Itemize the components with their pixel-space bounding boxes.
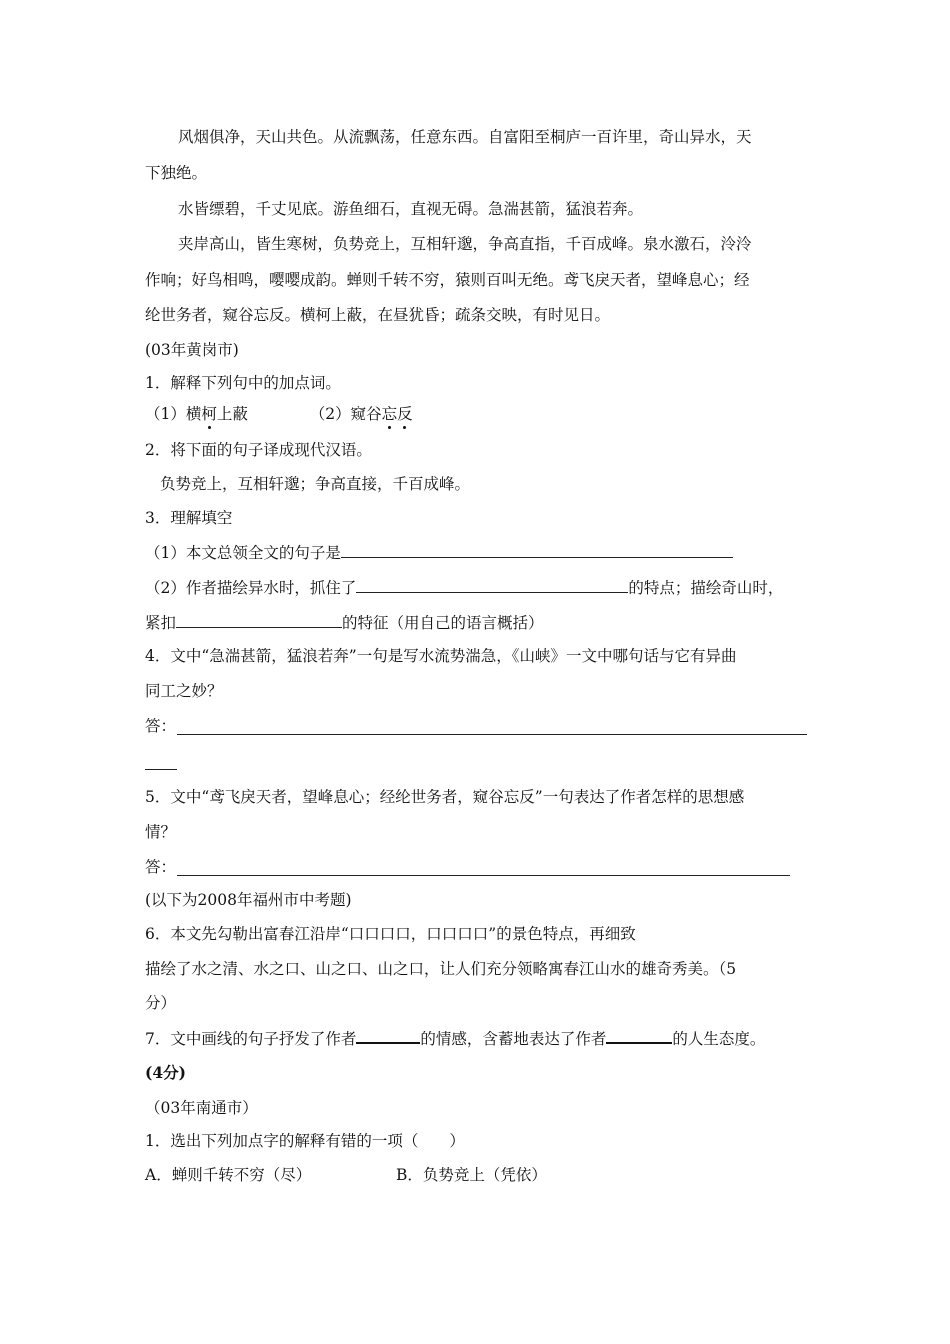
q3-item2-blank1[interactable] [356,577,628,593]
q3-item2-blank2[interactable] [176,612,342,628]
q2-sentence: 负势竞上，互相轩邈；争高直接，千百成峰。 [160,475,471,493]
q7-line [145,1027,765,1049]
q3-item1-text: （1）本文总领全文的句子是 [145,544,341,562]
q4-line2: 同工之妙？ [145,682,223,700]
passage-p3-line2: 作响；好鸟相鸣，嘤嘤成韵。蝉则千转不穷，猿则百叫无绝。鸢飞戾天者，望峰息心；经 [145,271,750,289]
q6-line2: 描绘了水之清、水之口、山之口、山之口，让人们充分领略寓春江山水的雄奇秀美。（5 [145,960,737,978]
q5-line1: 5．文中“鸢飞戾天者，望峰息心；经纶世务者，窥谷忘反”一句表达了作者怎样的思想感 [145,788,745,806]
q5-line2: 情？ [145,823,177,841]
passage-p1-line1: 风烟俱净，天山共色。从流飘荡，任意东西。自富阳至桐庐一百许里，奇山异水，天 [178,128,752,146]
q1-item-a-dotted: 柯 [201,405,217,423]
q3-item2-text-d: 的特征（用自己的语言概括） [342,614,544,632]
q6-line1: 6．本文先勾勒出富春江沿岸“口口口口，口口口口”的景色特点，再细致 [145,925,636,943]
q3-item2-text-a: （2）作者描绘异水时，抓住了 [145,579,357,597]
q6-line3: 分） [145,994,177,1012]
s3-q1-heading: 1．选出下列加点字的解释有错的一项（ ） [145,1132,465,1150]
q4-answer-line[interactable] [177,734,807,735]
section3-source: （03年南通市） [145,1099,258,1117]
s3-q1-option-b[interactable]: B．负势竞上（凭依） [396,1166,547,1184]
passage-p3-line1: 夹岸高山，皆生寒树，负势竞上，互相轩邈，争高直指，千百成峰。泉水激石，泠泠 [178,235,752,253]
q3-item1 [145,542,733,563]
q1-item-a-post: 上蔽 [216,405,248,423]
q2-heading: 2．将下面的句子译成现代汉语。 [145,441,372,459]
q7-text-c: 的人生态度。 [672,1030,766,1048]
q3-heading: 3．理解填空 [145,509,233,527]
q7-text-b: 的情感，含蓄地表达了作者 [420,1030,607,1048]
q3-item2-text-b: 的特点；描绘奇山时， [628,579,784,597]
passage-p3-line3: 纶世务者，窥谷忘反。横柯上蔽，在昼犹昏；疏条交映，有时见日。 [145,306,611,324]
q7-blank2[interactable] [606,1027,672,1044]
q7-text-a: 7．文中画线的句子抒发了作者 [145,1030,357,1048]
q1-item-b-dotted2: 反 [397,405,413,423]
q4-line1: 4．文中“急湍甚箭，猛浪若奔”一句是写水流势湍急，《山峡》一文中哪句话与它有异曲 [145,647,737,665]
s3-q1-option-a[interactable]: A．蝉则千转不穷（尽） [145,1166,312,1184]
q1-item-b-pre: （2）窥谷 [309,405,382,423]
q1-item-a-pre: （1）横 [145,405,202,423]
q1-item-b-dotted1: 忘 [381,405,398,423]
q7-score: (4分) [145,1063,186,1082]
passage-p2: 水皆缥碧，千丈见底。游鱼细石，直视无碍。急湍甚箭，猛浪若奔。 [178,200,644,218]
q3-item1-blank[interactable] [341,542,733,558]
q3-item2 [145,577,783,598]
q4-answer-label: 答： [145,717,177,735]
q1-items [145,404,413,424]
section1-source: (03年黄岗市) [145,341,239,359]
q3-item2-text-c: 紧扣 [145,614,177,632]
q1-heading: 1．解释下列句中的加点词。 [145,374,341,392]
q3-item2-cont [145,612,544,633]
passage-p1-line2: 下独绝。 [145,164,208,182]
q4-answer-line-cont[interactable] [145,769,177,770]
q5-answer-line[interactable] [177,875,790,876]
q7-blank1[interactable] [356,1027,420,1044]
q5-answer-label: 答： [145,858,177,876]
section2-source: (以下为2008年福州市中考题) [145,891,352,909]
